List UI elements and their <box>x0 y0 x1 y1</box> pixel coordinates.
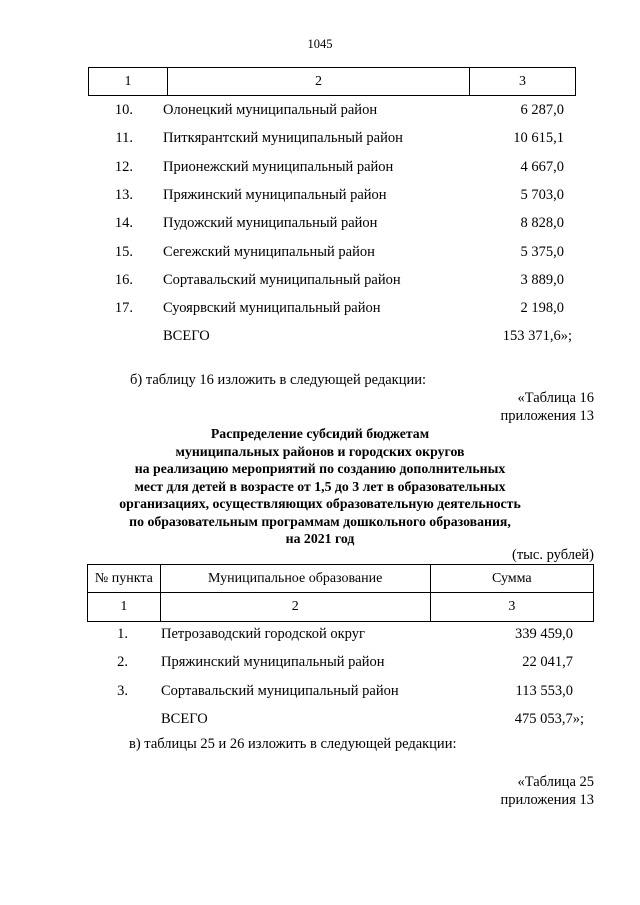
table2-total-label: ВСЕГО <box>161 711 208 727</box>
table2-total-value: 475 053,7»; <box>514 711 584 727</box>
table1-row <box>0 130 640 156</box>
table2-total-row <box>0 711 640 737</box>
table1-total-row <box>0 328 640 354</box>
table1-total-value: 153 371,6»; <box>502 328 572 344</box>
table1-row <box>0 300 640 326</box>
page-number: 1045 <box>307 37 333 51</box>
table2-row <box>0 654 640 680</box>
table1-row <box>0 272 640 298</box>
title-line: муниципальных районов и городских округов <box>175 443 465 459</box>
table1-row-value: 4 667,0 <box>520 158 564 175</box>
table1-header <box>88 67 576 96</box>
table2-header-col1: № пункта <box>94 570 153 586</box>
table2-row-value: 339 459,0 <box>515 626 573 642</box>
title-line: организациях, осуществляющих образовательную деятельность <box>119 496 521 511</box>
table2-row-number: 1. <box>117 626 128 642</box>
table1-row <box>0 187 640 213</box>
table1-row-name: Сортавальский муниципальный район <box>163 271 401 288</box>
table1-row-number: 13. <box>114 186 133 203</box>
table1-row-name: Суоярвский муниципальный район <box>163 300 381 317</box>
table2-row-name: Пряжинский муниципальный район <box>161 654 385 671</box>
table1-row-number: 17. <box>114 300 133 317</box>
table1-header-col2: 2 <box>167 68 469 95</box>
table1-row-number: 10. <box>114 102 133 118</box>
table1-row <box>0 159 640 185</box>
table1-row-name: Пряжинский муниципальный район <box>163 186 387 203</box>
table1-row-number: 14. <box>114 215 133 232</box>
title-line: на 2021 год <box>285 531 355 546</box>
table1-total-label: ВСЕГО <box>163 328 210 344</box>
table1-row-number: 12. <box>114 158 133 175</box>
table1-row <box>0 215 640 241</box>
table2-number-col3: 3 <box>430 593 593 621</box>
table1-row-name: Прионежский муниципальный район <box>163 158 394 175</box>
table2-row-value: 22 041,7 <box>522 654 573 671</box>
table2-row-name: Петрозаводский городской округ <box>161 626 365 642</box>
table2-number-col2: 2 <box>160 593 430 621</box>
table1-row-value: 3 889,0 <box>520 271 564 288</box>
table1-row-name: Пудожский муниципальный район <box>163 215 378 232</box>
table16-ref-line2: приложения 13 <box>500 408 594 424</box>
table2-row-name: Сортавальский муниципальный район <box>161 682 399 699</box>
title-line: Распределение субсидий бюджетам <box>210 426 430 441</box>
title-line: мест для детей в возрасте от 1,5 до 3 лет в образовательных <box>134 478 506 494</box>
table2-row-value: 113 553,0 <box>515 682 573 699</box>
table1-row-name: Сегежский муниципальный район <box>163 243 375 260</box>
table1-header-col3: 3 <box>469 68 575 95</box>
table16-title <box>0 425 640 548</box>
units-label: (тыс. рублей) <box>512 547 594 563</box>
table2-number-col1: 1 <box>120 599 128 614</box>
table1-header-col1: 1 <box>124 73 132 89</box>
table1-row-name: Питкярантский муниципальный район <box>163 130 403 147</box>
table25-ref-line2: приложения 13 <box>500 792 594 808</box>
paragraph-c: в) таблицы 25 и 26 изложить в следующей редакции: <box>129 736 457 752</box>
title-line: по образовательным программам дошкольного образования, <box>129 513 511 529</box>
table2-row-number: 3. <box>117 682 128 699</box>
table1-row-number: 15. <box>114 243 133 260</box>
paragraph-b: б) таблицу 16 изложить в следующей редакции: <box>130 372 427 388</box>
table2-header-col3: Сумма <box>430 565 593 592</box>
table2-row <box>0 626 640 652</box>
table1-row-value: 6 287,0 <box>520 102 564 118</box>
table1-row-number: 11. <box>115 130 133 147</box>
table1-row-name: Олонецкий муниципальный район <box>163 102 378 118</box>
table2-header-col2: Муниципальное образование <box>160 565 430 592</box>
title-line: на реализацию мероприятий по созданию дополнительных <box>134 461 506 476</box>
table1-row-value: 5 375,0 <box>520 243 564 260</box>
table1-row <box>0 244 640 270</box>
table2-row <box>0 683 640 709</box>
table1-row-value: 5 703,0 <box>520 186 564 203</box>
table2-number-row <box>87 592 594 622</box>
table1-row-number: 16. <box>114 271 133 288</box>
table1-row-value: 10 615,1 <box>513 130 564 147</box>
table2-header <box>87 564 594 593</box>
table1-row-value: 2 198,0 <box>520 300 564 317</box>
table1-row <box>0 102 640 128</box>
table25-ref-line1: «Таблица 25 <box>517 774 594 790</box>
table16-ref-line1: «Таблица 16 <box>517 390 594 406</box>
table2-row-number: 2. <box>117 654 128 671</box>
table1-row-value: 8 828,0 <box>520 215 564 232</box>
